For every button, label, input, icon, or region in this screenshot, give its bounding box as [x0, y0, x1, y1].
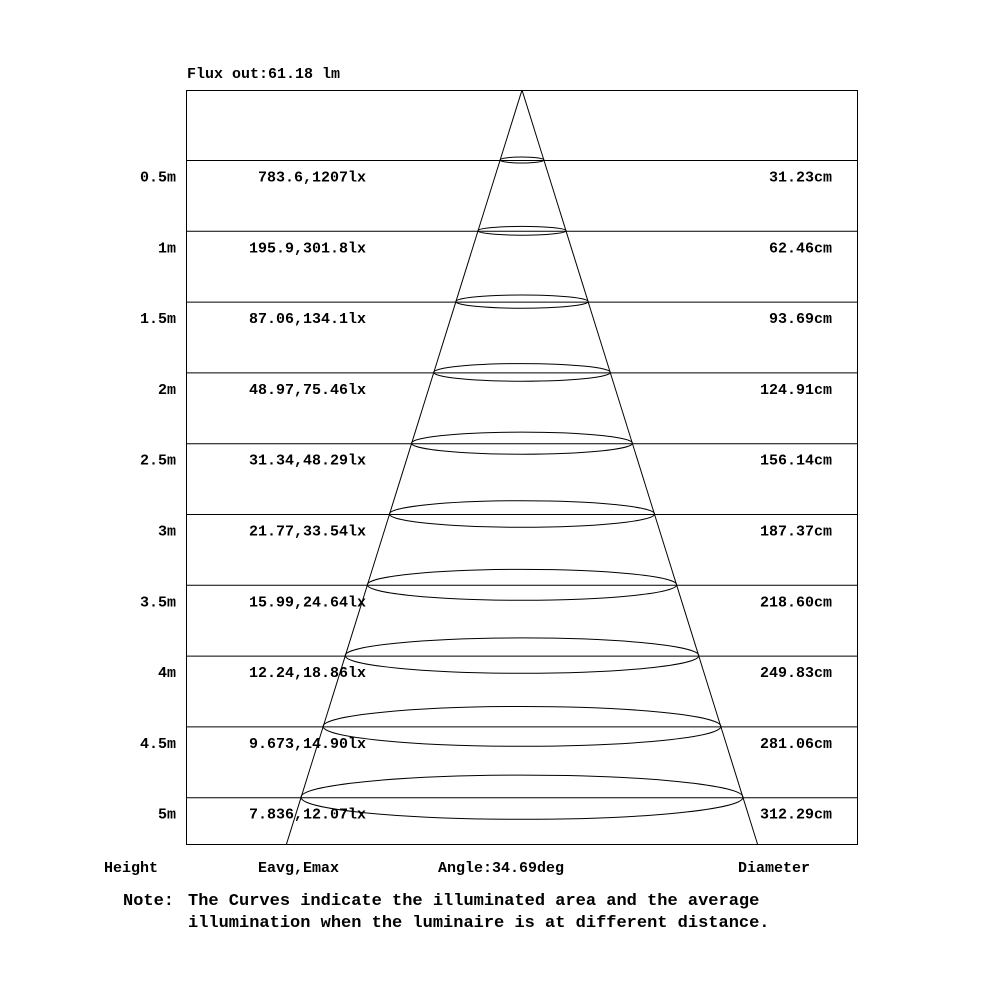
height-value: 3m [157, 523, 176, 541]
height-value: 5m [157, 806, 176, 824]
height-value: 2m [157, 381, 176, 399]
note-prefix: Note: [123, 892, 175, 911]
diameter-value: 312.29cm [759, 806, 832, 824]
illuminance-value: 195.9,301.8lx [248, 240, 366, 258]
illuminance-value: 12.24,18.86lx [248, 665, 366, 683]
illuminance-value: 9.673,14.90lx [248, 735, 366, 753]
diameter-label: Diameter [738, 860, 811, 877]
height-value: 0.5m [139, 169, 176, 187]
height-value: 4m [157, 665, 176, 683]
illuminance-value: 7.836,12.07lx [248, 806, 366, 824]
note-line-2: illumination when the luminaire is at different distance. [188, 914, 770, 933]
illuminance-value: 48.97,75.46lx [248, 381, 366, 399]
illuminance-value: 31.34,48.29lx [248, 452, 366, 470]
diameter-value: 187.37cm [759, 523, 832, 541]
height-value: 1m [157, 240, 176, 258]
eavg-emax-label: Eavg,Emax [258, 860, 340, 877]
angle-label: Angle:34.69deg [438, 860, 565, 877]
diameter-value: 124.91cm [759, 381, 832, 399]
diameter-value: 93.69cm [768, 311, 832, 329]
height-value: 4.5m [139, 735, 176, 753]
diameter-value: 156.14cm [759, 452, 832, 470]
height-value: 3.5m [139, 594, 176, 612]
diameter-value: 218.60cm [759, 594, 832, 612]
diameter-value: 281.06cm [759, 735, 832, 753]
diameter-value: 249.83cm [759, 665, 832, 683]
height-value: 2.5m [139, 452, 176, 470]
illuminance-value: 783.6,1207lx [257, 169, 366, 187]
diameter-value: 62.46cm [768, 240, 832, 258]
height-value: 1.5m [139, 311, 176, 329]
note-line-1: The Curves indicate the illuminated area and the average [188, 892, 760, 911]
diameter-value: 31.23cm [768, 169, 832, 187]
illuminance-value: 15.99,24.64lx [248, 594, 366, 612]
height-label: Height [104, 860, 159, 877]
flux-label: Flux out:61.18 lm [187, 66, 341, 83]
illuminance-value: 87.06,134.1lx [248, 311, 366, 329]
illuminance-value: 21.77,33.54lx [248, 523, 366, 541]
